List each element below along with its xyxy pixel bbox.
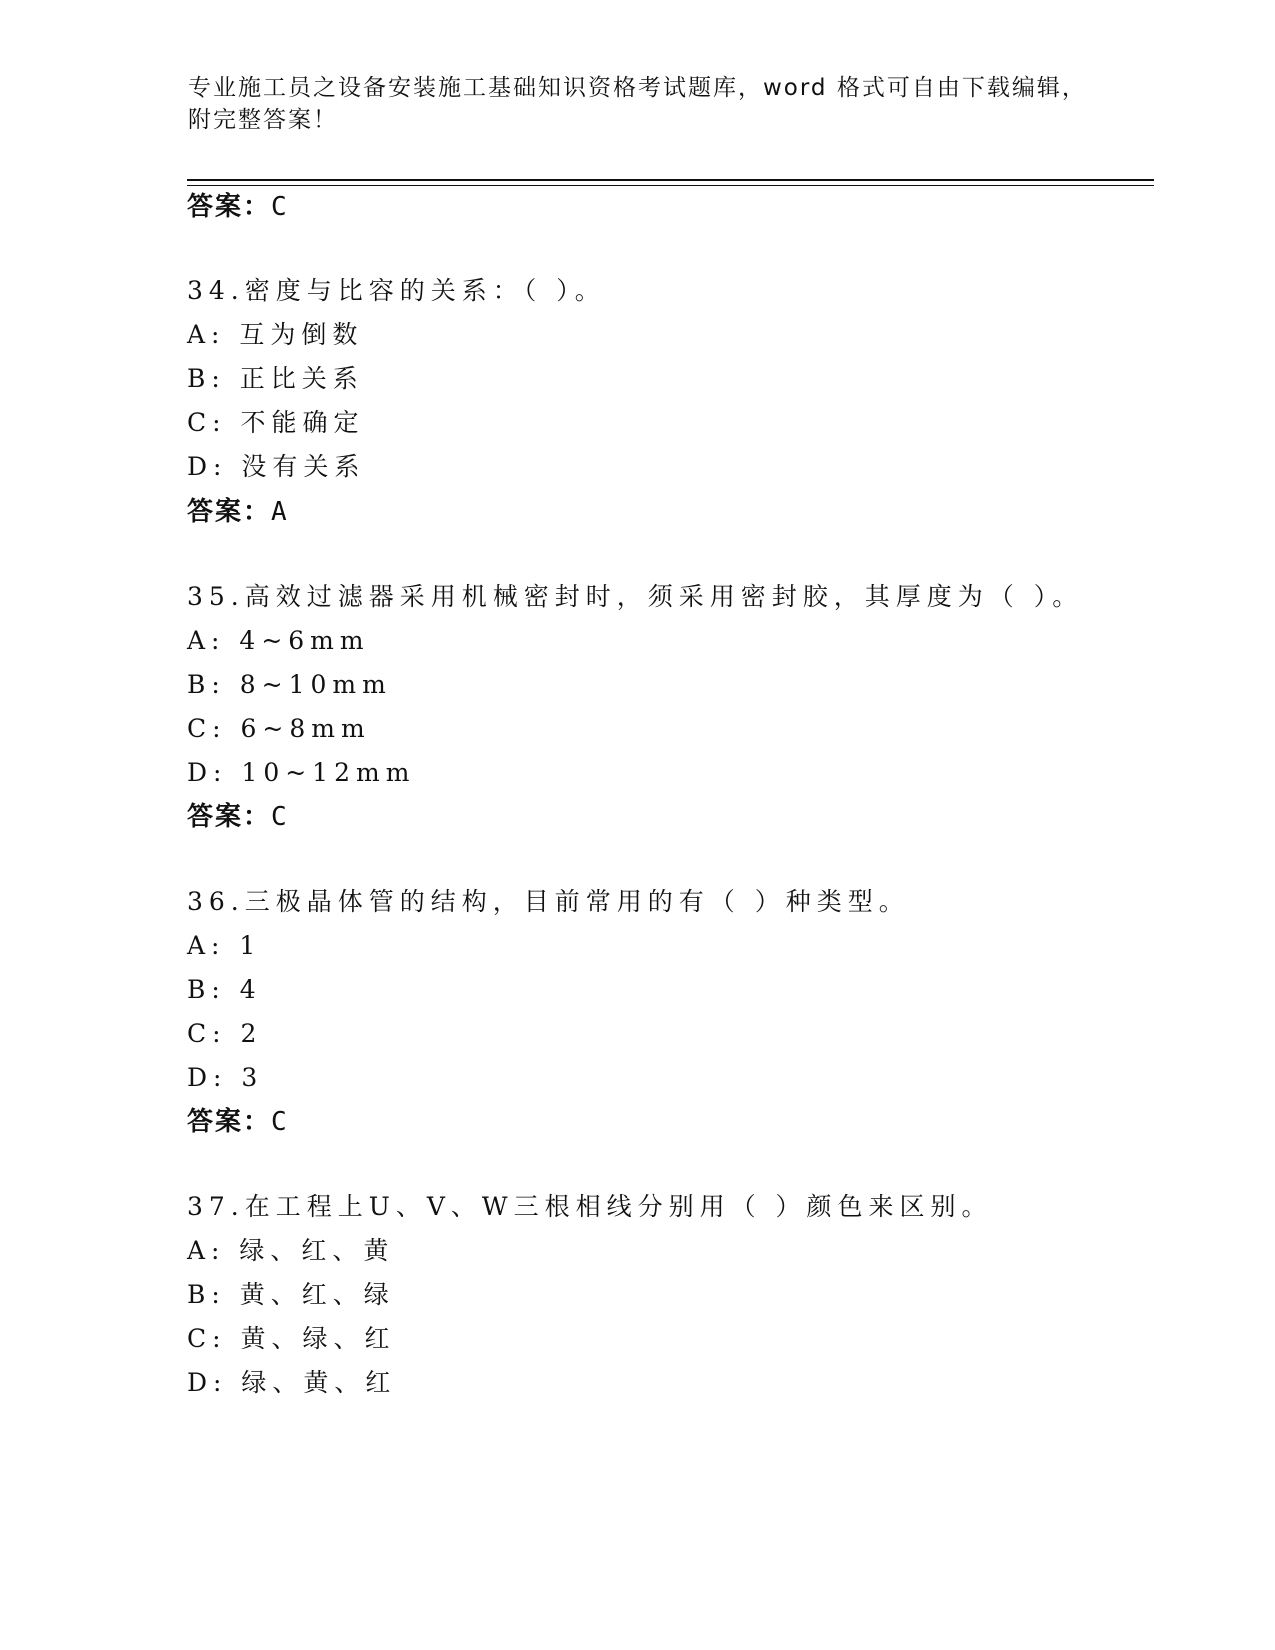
option-c: C: 不能确定	[187, 408, 365, 437]
header-line-2: 附完整答案！	[188, 107, 338, 133]
option-b: B: 4	[187, 975, 262, 1004]
option-a: A: 4~6mm	[187, 626, 370, 655]
question-answer	[187, 497, 289, 527]
answer-label: 答案：	[187, 497, 272, 527]
question-stem: 36.三极晶体管的结构，目前常用的有（ ）种类型。	[187, 887, 910, 916]
header-divider	[187, 179, 1154, 181]
option-b: B: 正比关系	[187, 364, 364, 393]
question-answer	[187, 802, 289, 832]
document-header	[188, 72, 1088, 136]
answer-label: 答案：	[187, 802, 272, 832]
previous-answer	[187, 192, 289, 222]
question-answer	[187, 1107, 289, 1137]
option-c: C: 2	[187, 1019, 263, 1048]
header-line-1: 专业施工员之设备安装施工基础知识资格考试题库，word 格式可自由下载编辑，	[188, 75, 1087, 101]
option-a: A: 1	[187, 931, 262, 960]
option-d: D: 没有关系	[187, 452, 366, 481]
option-a: A: 互为倒数	[187, 320, 364, 349]
answer-label: 答案：	[187, 1107, 272, 1137]
option-c: C: 6~8mm	[187, 714, 371, 743]
option-d: D: 3	[187, 1063, 264, 1092]
option-c: C: 黄、绿、红	[187, 1324, 396, 1353]
question-stem: 35.高效过滤器采用机械密封时，须采用密封胶，其厚度为（ ）。	[187, 582, 1084, 611]
answer-value: C	[271, 802, 289, 832]
answer-value: C	[271, 1107, 289, 1137]
question-stem: 37.在工程上U、V、W三根相线分别用（ ）颜色来区别。	[187, 1192, 993, 1221]
option-d: D: 10~12mm	[187, 758, 416, 787]
answer-value: C	[271, 192, 289, 222]
question-stem: 34.密度与比容的关系：（ ）。	[187, 276, 606, 305]
answer-value: A	[271, 497, 289, 527]
option-a: A: 绿、红、黄	[187, 1236, 395, 1265]
answer-label: 答案：	[187, 192, 272, 222]
option-b: B: 黄、红、绿	[187, 1280, 395, 1309]
option-d: D: 绿、黄、红	[187, 1368, 397, 1397]
header-divider-thin	[187, 185, 1154, 186]
option-b: B: 8~10mm	[187, 670, 392, 699]
